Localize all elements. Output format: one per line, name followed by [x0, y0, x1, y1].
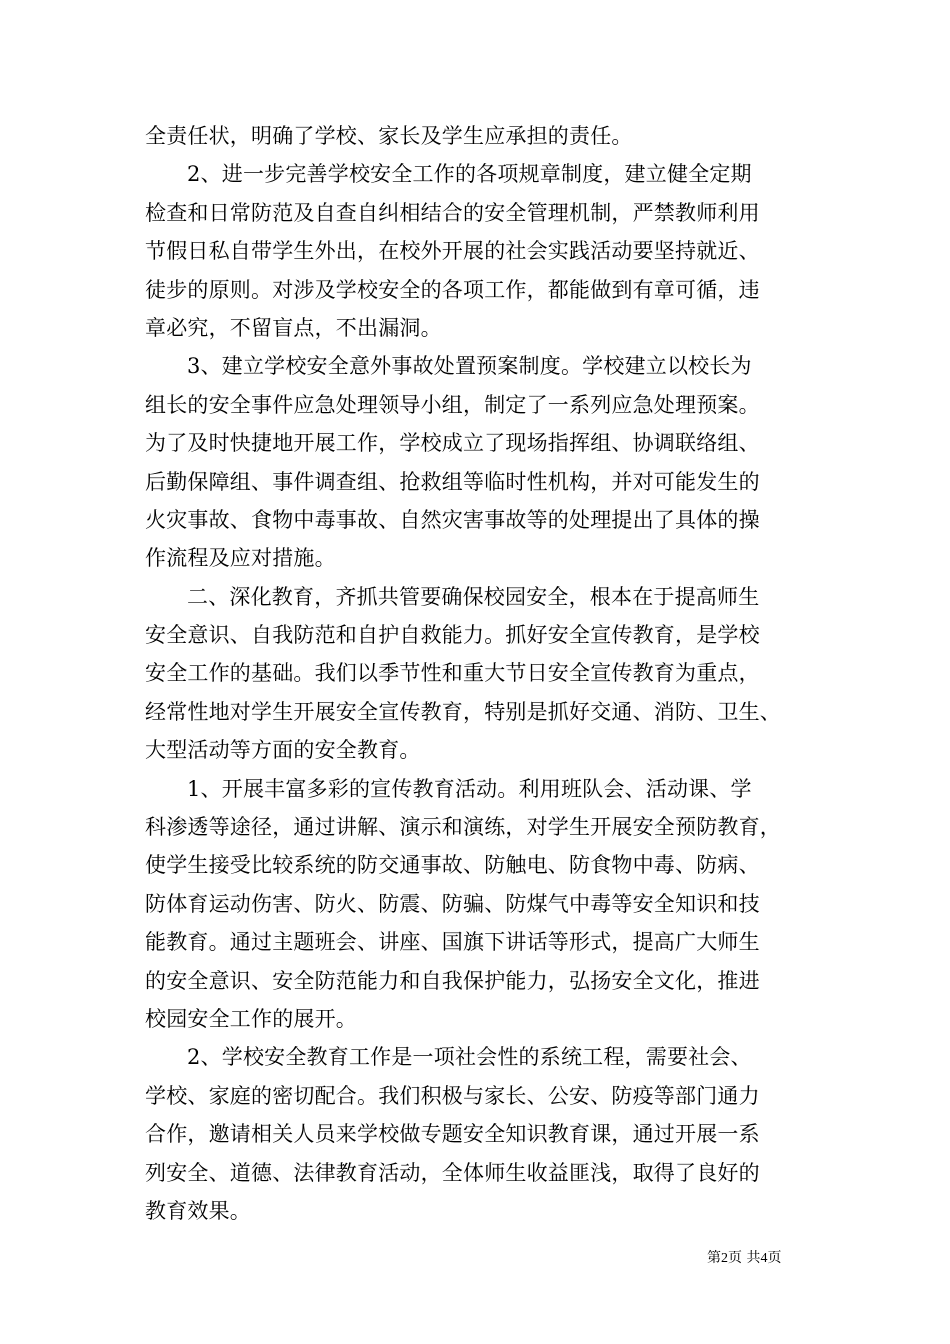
total-pages-number: 4: [760, 1251, 768, 1266]
text-line: 列安全、道德、法律教育活动，全体师生收益匪浅，取得了良好的: [145, 1160, 760, 1185]
paragraph-start-line: 2、进一步完善学校安全工作的各项规章制度，建立健全定期: [187, 162, 752, 187]
text-line: 作流程及应对措施。: [145, 546, 336, 571]
text-line: 使学生接受比较系统的防交通事故、防触电、防食物中毒、防病、: [145, 853, 760, 878]
document-body: [145, 117, 810, 1230]
paragraph-start-line: 1、开展丰富多彩的宣传教育活动。利用班队会、活动课、学: [187, 776, 752, 801]
text-line: 的安全意识、安全防范能力和自我保护能力，弘扬安全文化，推进: [145, 968, 760, 993]
footer-middle: 页 共: [728, 1250, 761, 1266]
text-line: 组长的安全事件应急处理领导小组，制定了一系列应急处理预案。: [145, 392, 760, 417]
text-line: 检查和日常防范及自查自纠相结合的安全管理机制，严禁教师利用: [145, 200, 760, 225]
text-line: 合作，邀请相关人员来学校做专题安全知识教育课，通过开展一系: [145, 1122, 760, 1147]
text-line: 后勤保障组、事件调查组、抢救组等临时性机构，并对可能发生的: [145, 469, 760, 494]
text-line: 火灾事故、食物中毒事故、自然灾害事故等的处理提出了具体的操: [145, 507, 760, 532]
text-line: 教育效果。: [145, 1198, 251, 1223]
paragraph-start-line: 3、建立学校安全意外事故处置预案制度。学校建立以校长为: [187, 354, 752, 379]
section-heading-line: 二、深化教育，齐抓共管要确保校园安全，根本在于提高师生: [187, 584, 760, 609]
text-line: 节假日私自带学生外出，在校外开展的社会实践活动要坚持就近、: [145, 239, 760, 264]
text-line: 章必究，不留盲点，不出漏洞。: [145, 315, 442, 340]
text-line: 徒步的原则。对涉及学校安全的各项工作，都能做到有章可循，违: [145, 277, 760, 302]
text-line: 校园安全工作的展开。: [145, 1006, 357, 1031]
page-number-footer: [707, 1247, 781, 1267]
text-line: 大型活动等方面的安全教育。: [145, 738, 421, 763]
text-line: 为了及时快捷地开展工作，学校成立了现场指挥组、协调联络组、: [145, 431, 760, 456]
text-line: 安全意识、自我防范和自护自救能力。抓好安全宣传教育，是学校: [145, 623, 760, 648]
text-line: 经常性地对学生开展安全宣传教育，特别是抓好交通、消防、卫生、: [145, 699, 781, 724]
text-line: 科渗透等途径，通过讲解、演示和演练，对学生开展安全预防教育，: [145, 815, 781, 840]
paragraph-start-line: 2、学校安全教育工作是一项社会性的系统工程，需要社会、: [187, 1045, 752, 1070]
text-line: 学校、家庭的密切配合。我们积极与家长、公安、防疫等部门通力: [145, 1083, 760, 1108]
text-line: 能教育。通过主题班会、讲座、国旗下讲话等形式，提高广大师生: [145, 930, 760, 955]
text-line: 防体育运动伤害、防火、防震、防骗、防煤气中毒等安全知识和技: [145, 891, 760, 916]
text-line: 全责任状，明确了学校、家长及学生应承担的责任。: [145, 124, 633, 148]
footer-prefix: 第: [707, 1250, 721, 1266]
text-line: 安全工作的基础。我们以季节性和重大节日安全宣传教育为重点，: [145, 661, 760, 686]
footer-suffix: 页: [767, 1250, 782, 1266]
current-page-number: 2: [721, 1251, 728, 1266]
